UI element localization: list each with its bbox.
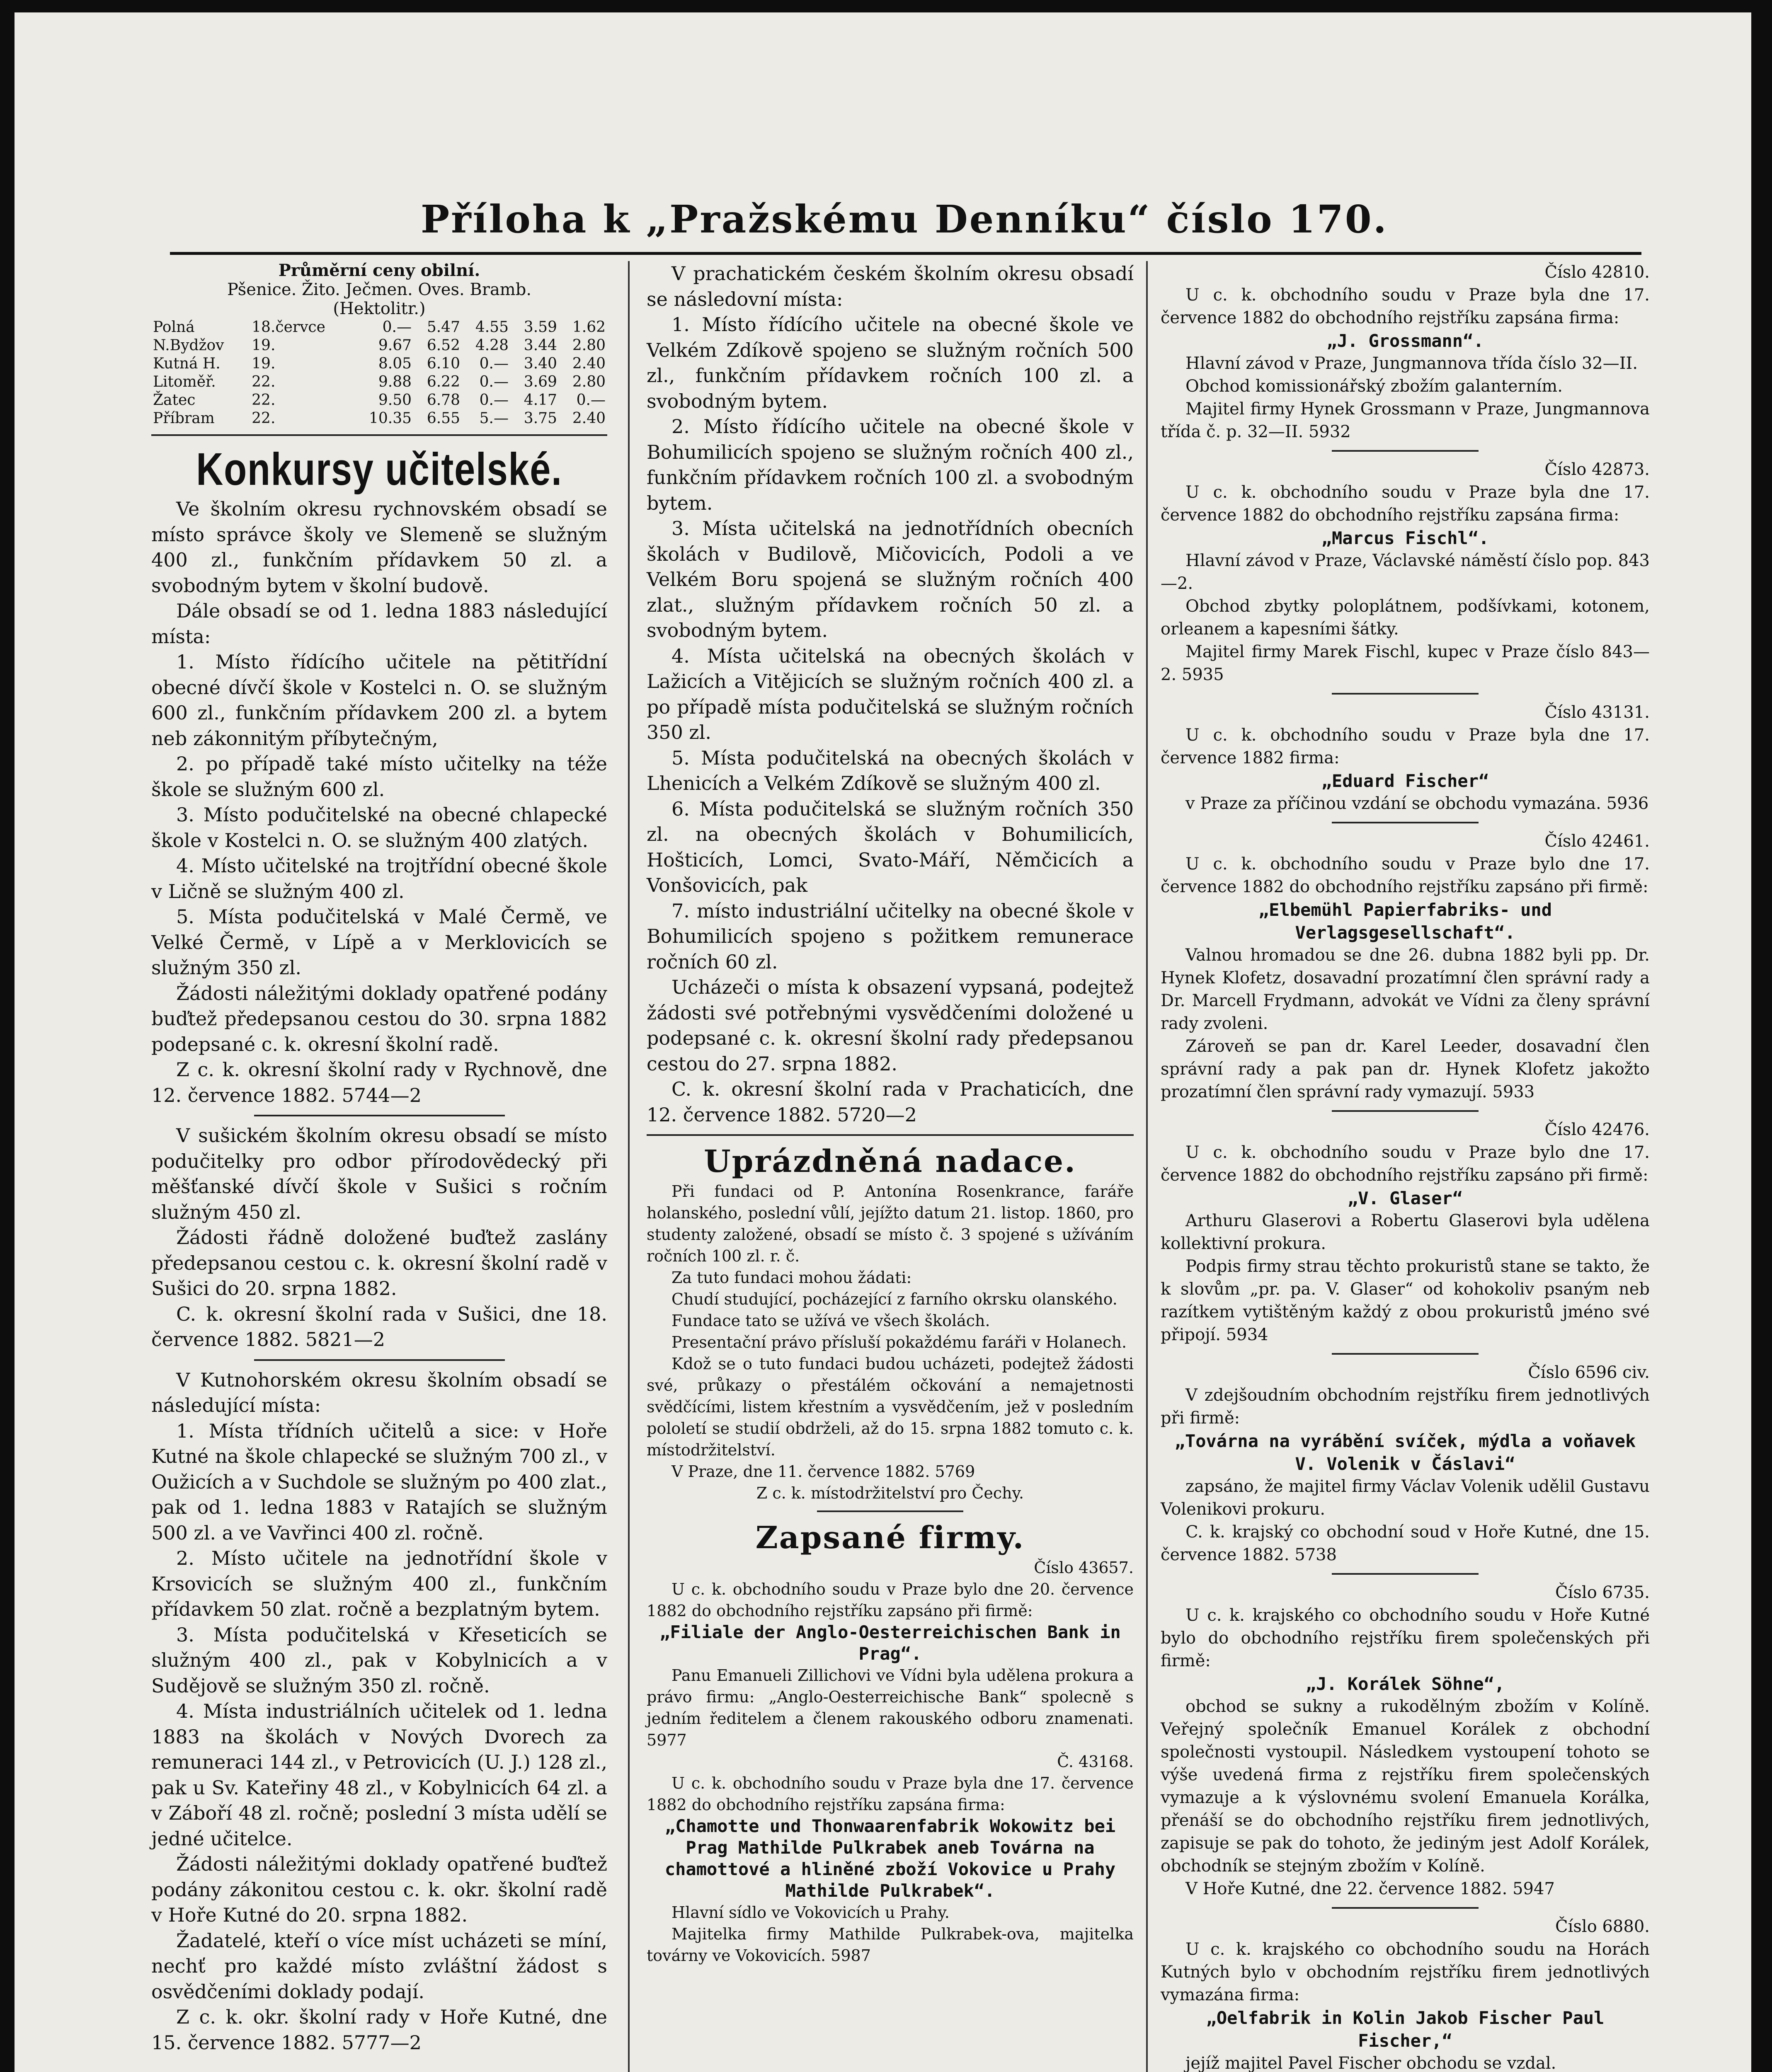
paragraph: obchod se sukny a rukodělným zbožím v Kolíně. Veřejný společník Emanuel Korálek z obchodní společnosti vystoupil. Následkem vystoupení tohoto se výše uvedená firma z rejstříku firem společenských vymazuje a k výslovnému svolení Emanuela Korálka, přenáší se do obchodního rejstříku firem jednotlivých, zapisuje se pak do tohoto, že jediným jest Adolf Korálek, obchodník se stejným zbožím v Kolíně. [1161,1697,1650,1876]
paragraph: V sušickém školním okresu obsadí se místo podučitelky pro odbor přírodovědecký při měšťanské dívčí škole v Sušici s ročním služným 450 zl. [151,1124,607,1223]
prices-cell: 10.35 [368,410,412,427]
newspaper-page [15,12,1751,2072]
paragraph: Arthuru Glaserovi a Robertu Glaserovi byla udělena kollektivní prokura. [1161,1211,1650,1253]
prices-cell: Žatec [153,392,196,409]
prices-cell: 9.50 [378,392,412,409]
prices-cell: Příbram [153,410,215,427]
prices-cell: 0.— [479,355,509,372]
column-3 [1161,261,1650,2072]
paragraph: Presentační právo přísluší pokaždému faráři v Holanech. [671,1333,1127,1351]
divider [1332,450,1479,452]
paragraph: V Kutnohorském okresu školním obsadí se následující místa: [151,1368,607,1416]
paragraph: Číslo 6880. [1555,1917,1650,1936]
paragraph: Hlavní sídlo ve Vokovicích u Prahy. [671,1903,950,1922]
prices-cell: 2.80 [572,337,606,354]
paragraph: „Elbemühl Papierfabriks- und Verlagsgesellschaft“. [1258,900,1552,943]
prices-cell: 3.75 [524,410,557,427]
divider [1332,1110,1479,1112]
divider [151,434,607,436]
paragraph: 1. Místo řídícího učitele na pětitřídní obecné dívčí škole v Kostelci n. O. se služným 600 zl., funkčním přídavkem 200 zl. a bytem neb zákonnitým příbytečným, [151,651,607,750]
paragraph: 3. Místa učitelská na jednotřídních obecních školách v Budilově, Mičovicích, Podoli a ve Velkém Boru spojená se služným ročních 400 zlat., služným přídavkem ročních 50 zl. a svobodným bytem. [647,517,1134,641]
paragraph: U c. k. obchodního soudu v Praze byla dne 17. července 1882 do obchodního rejstříku zapsána firma: [1161,483,1650,525]
prices-cell: 9.67 [378,337,412,354]
prices-cell: 22. [252,410,276,427]
column-1 [151,261,607,2055]
paragraph: 2. Místo učitele na jednotřídní škole v Krsovicích se služným 400 zl., funkčním přídavkem 50 zlat. ročně a bezplatným bytem. [151,1547,607,1620]
column-divider [1146,261,1148,2072]
paragraph: Zároveň se pan dr. Karel Leeder, dosavadní člen správní rady a pak pan dr. Hynek Klofetz jakožto prozatímní člen správní rady vymazují. 5933 [1161,1037,1650,1101]
paragraph: Fundace tato se užívá ve všech školách. [671,1312,990,1330]
divider [817,1510,963,1512]
paragraph: „Chamotte und Thonwaarenfabrik Wokowitz bei Prag Mathilde Pulkrabek aneb Továrna na chamottové a hliněné zboží Vokovice u Prahy Mathilde Pulkrabek“. [664,1816,1116,1901]
prices-cell: 0.— [479,392,509,409]
prices-cell: Polná [153,319,195,336]
paragraph: Žádosti náležitými doklady opatřené podány buďtež předepsanou cestou do 30. srpna 1882 podepsané c. k. okresní školní radě. [151,982,607,1055]
prices-title: Průměrní ceny obilní. [278,261,480,280]
paragraph: U c. k. obchodního soudu v Praze bylo dne 20. července 1882 do obchodního rejstříku zapsáno při firmě: [647,1580,1134,1620]
divider [1332,693,1479,695]
paragraph: U c. k. krajského co obchodního soudu na Horách Kutných bylo v obchodním rejstříku firem jednotlivých vymazána firma: [1161,1940,1650,2004]
prices-cell: 0.— [382,319,412,336]
section-title-firmy: Zapsané firmy. [755,1520,1025,1556]
prices-cell: 6.55 [427,410,460,427]
paragraph: „Oelfabrik in Kolin Jakob Fischer Paul Fischer,“ [1206,2008,1605,2051]
column-divider [628,261,630,2072]
paragraph: C. k. okresní školní rada v Prachaticích, dne 12. července 1882. 5720—2 [647,1078,1134,1126]
paragraph: Majitel firmy Hynek Grossmann v Praze, Jungmannova třída č. p. 32—II. 5932 [1161,399,1650,441]
paragraph: Z c. k. okr. školní rady v Hoře Kutné, dne 15. července 1882. 5777—2 [151,2006,607,2054]
prices-row [151,373,607,391]
paragraph: 2. Místo řídícího učitele na obecné škole v Bohumilicích spojeno se služným ročních 400 zl., funkčním přídavkem ročních 100 zl. a svobodným bytem. [647,415,1134,514]
prices-cell: 2.80 [572,373,606,390]
paragraph: V Praze, dne 11. července 1882. 5769 [671,1462,975,1481]
paragraph: Žadatelé, kteří o více míst ucházeti se míní, nechť pro každé místo zvláštní žádost s osvědčeními doklady podají. [151,1929,607,2003]
paragraph: Chudí studující, pocházející z farního okrsku olanského. [671,1290,1117,1308]
paragraph: Majitelka firmy Mathilde Pulkrabek-ova, majitelka továrny ve Vokovicích. 5987 [647,1925,1134,1965]
prices-cell: 19. [252,355,276,372]
paragraph: 4. Místa učitelská na obecných školách v Lažicích a Vitějicích se služným ročních 400 zl. a po případě místa podučitelská se služným ročních 350 zl. [647,644,1134,743]
paragraph: U c. k. obchodního soudu v Praze bylo dne 17. července 1882 do obchodního rejstříku zapsáno při firmě: [1161,854,1650,896]
divider [1332,1907,1479,1909]
paragraph: Obchod zbytky poloplátnem, podšívkami, kotonem, orleanem a kapesními šátky. [1161,597,1650,639]
divider [254,1115,505,1116]
paragraph: U c. k. obchodního soudu v Praze byla dne 17. července 1882 firma: [1161,726,1650,767]
paragraph: „Filiale der Anglo-Oesterreichischen Bank in Prag“. [659,1622,1121,1664]
prices-cell: 2.40 [572,355,606,372]
prices-cell: 6.52 [427,337,460,354]
header-rule [170,252,1641,255]
divider [647,1134,1134,1136]
prices-row [151,355,607,373]
paragraph: Číslo 43657. [1034,1559,1134,1577]
col3-text [1161,261,1650,2072]
prices-unit: (Hektolitr.) [333,299,426,318]
column-2 [647,261,1134,1966]
prices-cell: 9.88 [378,373,412,390]
paragraph: 1. Místa třídních učitelů a sice: v Hoře Kutné na škole chlapecké se služným 700 zl., v Oužicích a v Suchdole se služným po 400 zlat., pak od 1. ledna 1883 v Ratajích se služným 500 zl. a ve Vavřinci 400 zl. ročně. [151,1419,607,1544]
prices-cell: Litoměř. [153,373,216,390]
prices-cell: 5.— [479,410,509,427]
paragraph: Žádosti náležitými doklady opatřené buďtež podány zákonitou cestou c. k. okr. školní radě v Hoře Kutné do 20. srpna 1882. [151,1853,607,1926]
paragraph: 3. Místa podučitelská v Křeseticích se služným 400 zl., pak v Kobylnicích a v Sudějově se služným 350 zl. ročně. [151,1623,607,1697]
col1-text [151,496,607,2055]
paragraph: Dále obsadí se od 1. ledna 1883 následující místa: [151,600,607,648]
paragraph: „Marcus Fischl“. [1321,528,1489,548]
prices-cell: 18.červce [252,319,325,336]
paragraph: C. k. krajský co obchodní soud v Hoře Kutné, dne 15. července 1882. 5738 [1161,1523,1650,1564]
prices-cell: 19. [252,337,276,354]
prices-cell: 4.17 [524,392,557,409]
paragraph: Hlavní závod v Praze, Václavské náměstí číslo pop. 843—2. [1161,551,1650,593]
paragraph: Číslo 42476. [1544,1120,1650,1139]
headline: Konkursy učitelské. [196,444,562,495]
paragraph: Číslo 6735. [1555,1583,1650,1602]
prices-cell: 2.40 [572,410,606,427]
prices-cell: 3.69 [524,373,557,390]
paragraph: Číslo 6596 civ. [1528,1363,1650,1382]
section-title-nadace: Uprázdněná nadace. [704,1144,1076,1179]
prices-row [151,409,607,428]
paragraph: 4. Místa industriálních učitelek od 1. ledna 1883 na školách v Nových Dvorech za remuneraci 144 zl., v Petrovicích (U. J.) 128 zl., pak u Sv. Kateřiny 48 zl., v Kobylnicích 64 zl. a v Záboří 48 zl. ročně; poslední 3 místa udělí se jedné učitelce. [151,1700,607,1850]
prices-cell: Kutná H. [153,355,221,372]
paragraph: Číslo 42461. [1544,832,1650,851]
prices-cell: 6.10 [427,355,460,372]
paragraph: Číslo 42873. [1544,460,1650,479]
paragraph: 5. Místa podučitelská v Malé Čermě, ve Velké Čermě, v Lípě a v Merklovicích se služným 350 zl. [151,905,607,979]
paragraph: „Eduard Fischer“ [1321,771,1489,791]
page-header: Příloha k „Pražskému Denníku“ číslo 170. [421,197,1388,242]
prices-cell: 4.28 [475,337,509,354]
paragraph: C. k. okresní školní rada v Sušici, dne 18. července 1882. 5821—2 [151,1302,607,1351]
paragraph: „V. Glaser“ [1347,1188,1463,1208]
prices-cell: 6.22 [427,373,460,390]
paragraph: Číslo 42810. [1544,263,1650,282]
paragraph: v Praze za příčinou vzdání se obchodu vymazána. 5936 [1185,794,1649,813]
prices-cell: N.Bydžov [153,337,224,354]
paragraph: Ve školním okresu rychnovském obsadí se místo správce školy ve Slemeně se služným 400 zl., funkčním přídavkem 50 zl. a svobodným bytem v školní budově. [151,498,607,597]
paragraph: V zdejšoudním obchodním rejstříku firem jednotlivých při firmě: [1161,1386,1650,1428]
paragraph: Obchod komissionářský zbožím galanterním. [1185,377,1563,396]
paragraph: 2. po případě také místo učitelky na téže škole se služným 600 zl. [151,753,607,801]
prices-row [151,336,607,355]
paragraph: Žádosti řádně doložené buďtež zaslány předepsanou cestou c. k. okresní školní radě v Sušici do 20. srpna 1882. [151,1226,607,1300]
prices-cell: 0.— [479,373,509,390]
nadace-text [647,1181,1134,1504]
paragraph: Za tuto fundaci mohou žádati: [671,1268,912,1287]
paragraph: Valnou hromadou se dne 26. dubna 1882 byli pp. Dr. Hynek Klofetz, dosavadní prozatímní člen správní rady a Dr. Marcell Frydmann, advokát ve Vídni za členy správní rady zvoleni. [1161,946,1650,1033]
paragraph: Při fundaci od P. Antonína Rosenkrance, faráře holanského, poslední vůlí, jejížto datum 21. listop. 1860, pro studenty založené, obsadí se místo č. 3 spojené s užíváním ročních 100 zl. r. č. [647,1182,1134,1265]
prices-cell: 3.44 [524,337,557,354]
paragraph: 4. Místo učitelské na trojtřídní obecné škole v Ličně se služným 400 zl. [151,854,607,903]
prices-row [151,318,607,336]
prices-columns: Pšenice. Žito. Ječmen. Oves. Bramb. [227,280,532,299]
paragraph: Ucházeči o místa k obsazení vypsaná, podejtež žádosti své potřebnými vysvědčeními doložené u podepsané c. k. okresní školní rady předepsanou cestou do 27. srpna 1882. [647,976,1134,1075]
paragraph: Majitel firmy Marek Fischl, kupec v Praze číslo 843—2. 5935 [1161,642,1650,684]
paragraph: Hlavní závod v Praze, Jungmannova třída číslo 32—II. [1185,354,1638,373]
prices-cell: 22. [252,373,276,390]
paragraph: Podpis firmy strau těchto prokuristů stane se takto, že k slovům „pr. pa. V. Glaser“ od kohokoliv psaným neb razítkem vytištěným každý z obou prokuristů jméno své připojí. 5934 [1161,1257,1650,1344]
paragraph: U c. k. krajského co obchodního soudu v Hoře Kutné bylo do obchodního rejstříku firem společenských při firmě: [1161,1606,1650,1670]
paragraph: 1. Místo řídícího učitele na obecné škole ve Velkém Zdíkově spojeno se služným ročních 500 zl., funkčním přídavkem ročních 100 zl. a svobodným bytem. [647,313,1134,412]
divider [254,1359,505,1361]
paragraph: 5. Místa podučitelská na obecných školách v Lhenicích a Velkém Zdíkově se služným 400 zl. [647,746,1134,794]
paragraph: V Hoře Kutné, dne 22. července 1882. 5947 [1185,1879,1555,1898]
col2-text [647,261,1134,1128]
prices-cell: 3.59 [524,319,557,336]
paragraph: „J. Korálek Söhne“, [1305,1674,1505,1694]
paragraph: U c. k. obchodního soudu v Praze byla dne 17. července 1882 do obchodního rejstříku zapsána firma: [1161,286,1650,327]
paragraph: Číslo 43131. [1544,703,1650,722]
firms-text [647,1557,1134,1966]
paragraph: Panu Emanueli Zillichovi ve Vídni byla udělena prokura a právo firmu: „Anglo-Oesterreichische Bank“ spolecně s jedním ředitelem a členem rakouského odboru znamenati. 5977 [647,1666,1134,1749]
paragraph: 3. Místo podučitelské na obecné chlapecké škole v Kostelci n. O. se služným 400 zlatých. [151,804,607,852]
prices-cell: 1.62 [572,319,606,336]
prices-cell: 5.47 [427,319,460,336]
divider [1332,822,1479,823]
paragraph: Z c. k. místodržitelství pro Čechy. [756,1484,1024,1502]
paragraph: U c. k. obchodního soudu v Praze bylo dne 17. července 1882 do obchodního rejstříku zapsáno při firmě: [1161,1143,1650,1185]
prices-cell: 22. [252,392,276,409]
divider [1332,1573,1479,1575]
paragraph: 7. místo industriální učitelky na obecné škole v Bohumilicích spojeno s požitkem remunerace ročních 60 zl. [647,899,1134,973]
paragraph: U c. k. obchodního soudu v Praze byla dne 17. července 1882 do obchodního rejstříku zapsána firma: [647,1774,1134,1814]
paragraph: V prachatickém českém školním okresu obsadí se následovní místa: [647,262,1134,310]
paragraph: Kdož se o tuto fundaci budou ucházeti, podejtež žádosti své, průkazy o přestálém očkování a nemajetnosti svědčícími, listem křestním a vysvědčením, jež v posledním pololetí se studií obdrželi, až do 15. srpna 1882 tomuto c. k. místodržitelství. [647,1355,1134,1459]
paragraph: „Továrna na vyrábění svíček, mýdla a voňavek V. Volenik v Čáslavi“ [1174,1431,1636,1474]
prices-cell: 8.05 [378,355,412,372]
paragraph: zapsáno, že majitel firmy Václav Volenik udělil Gustavu Volenikovi prokuru. [1161,1477,1650,1519]
prices-cell: 4.55 [475,319,509,336]
prices-table [151,318,607,428]
prices-row [151,391,607,409]
paragraph: „J. Grossmann“. [1326,331,1484,351]
paragraph: Z c. k. okresní školní rady v Rychnově, dne 12. července 1882. 5744—2 [151,1058,607,1106]
prices-cell: 6.78 [427,392,460,409]
divider [1332,1353,1479,1355]
paragraph: jejíž majitel Pavel Fischer obchodu se vzdal. [1185,2054,1556,2072]
prices-cell: 0.— [576,392,606,409]
paragraph: Č. 43168. [1057,1752,1134,1771]
prices-cell: 3.40 [524,355,557,372]
paragraph: 6. Místa podučitelská se služným ročních 350 zl. na obecných školách v Bohumilicích, Hošticích, Lomci, Svato-Máří, Němčicích a Vonšovicích, pak [647,797,1134,896]
